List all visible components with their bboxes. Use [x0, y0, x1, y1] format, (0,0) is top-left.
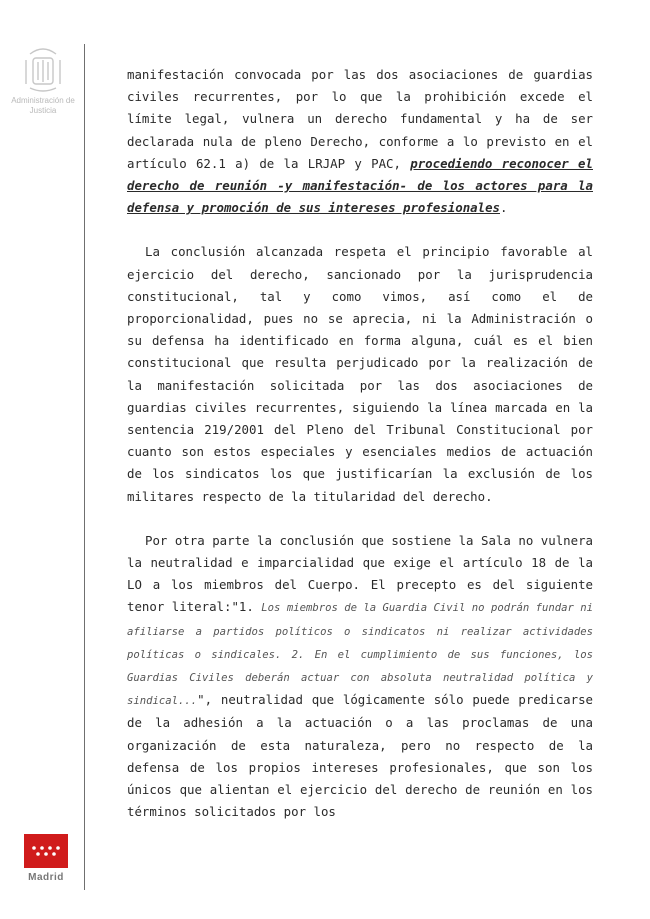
- paragraph-3-text: Por otra parte la conclusión que sostiene la Sala no vulnera la neutralidad e imparcialidad que exige el artículo 18 de la LO a los miembros del Cuerpo. El precepto es del siguiente tenor literal:"1.: [127, 532, 593, 615]
- paragraph-1-text: manifestación convocada por las dos asociaciones de guardias civiles recurrentes, por lo que la prohibición excede el límite legal, vulnera un derecho fundamental y ha de ser declarada nula de pleno Derecho, conforme a lo previsto en el artículo 62.1 a) de la LRJAP y PAC,: [127, 67, 593, 171]
- star-icons: [29, 844, 63, 858]
- seal-caption: Administración de Justicia: [11, 96, 75, 115]
- paragraph-1-end: .: [500, 200, 508, 216]
- paragraph-2-text: La conclusión alcanzada respeta el principio favorable al ejercicio del derecho, sancionado por la jurisprudencia constitucional, tal y como vimos, así como el de proporcionalidad, pues no se aprecia, ni la Administración o su defensa ha identificado en forma alguna, cuál es el bien constitucional que resulta perjudicado por la realización de la manifestación solicitada por las dos asociaciones de guardias civiles recurrentes, siguiendo la línea marcada en la sentencia 219/2001 del Pleno del Tribunal Constitucional por cuanto son estos especiales y esenciales medios de actuación de los sindicatos los que justificarían la exclusión de los militares respecto de la titularidad del derecho.: [127, 244, 593, 504]
- paragraph-2: [127, 241, 593, 507]
- madrid-flag: [24, 834, 68, 868]
- document-body: [127, 64, 593, 824]
- margin-rule: [84, 44, 85, 890]
- region-label: Madrid: [28, 872, 64, 883]
- legal-quote: Los miembros de la Guardia Civil no podrán fundar ni afiliarse a partidos políticos o sindicatos ni realizar actividades políticas o sindicales. 2. En el cumplimiento de sus funciones, los Guardias Civiles deberán actuar con absoluta neutralidad política y sindical...: [127, 602, 594, 708]
- paragraph-1: [127, 64, 593, 219]
- paragraph-3: [127, 530, 593, 824]
- paragraph-1-emphasis: procediendo reconocer el derecho de reunión -y manifestación- de los actores para la defensa y promoción de sus intereses profesionales: [127, 155, 593, 216]
- paragraph-3-rest: ", neutralidad que lógicamente sólo puede predicarse de la adhesión a la actuación o a las proclamas de una organización de esta naturaleza, pero no respecto de la defensa de los propios intereses profesionales, que son los únicos que alientan el ejercicio del derecho de reunión en los términos solicitados por los: [127, 692, 593, 820]
